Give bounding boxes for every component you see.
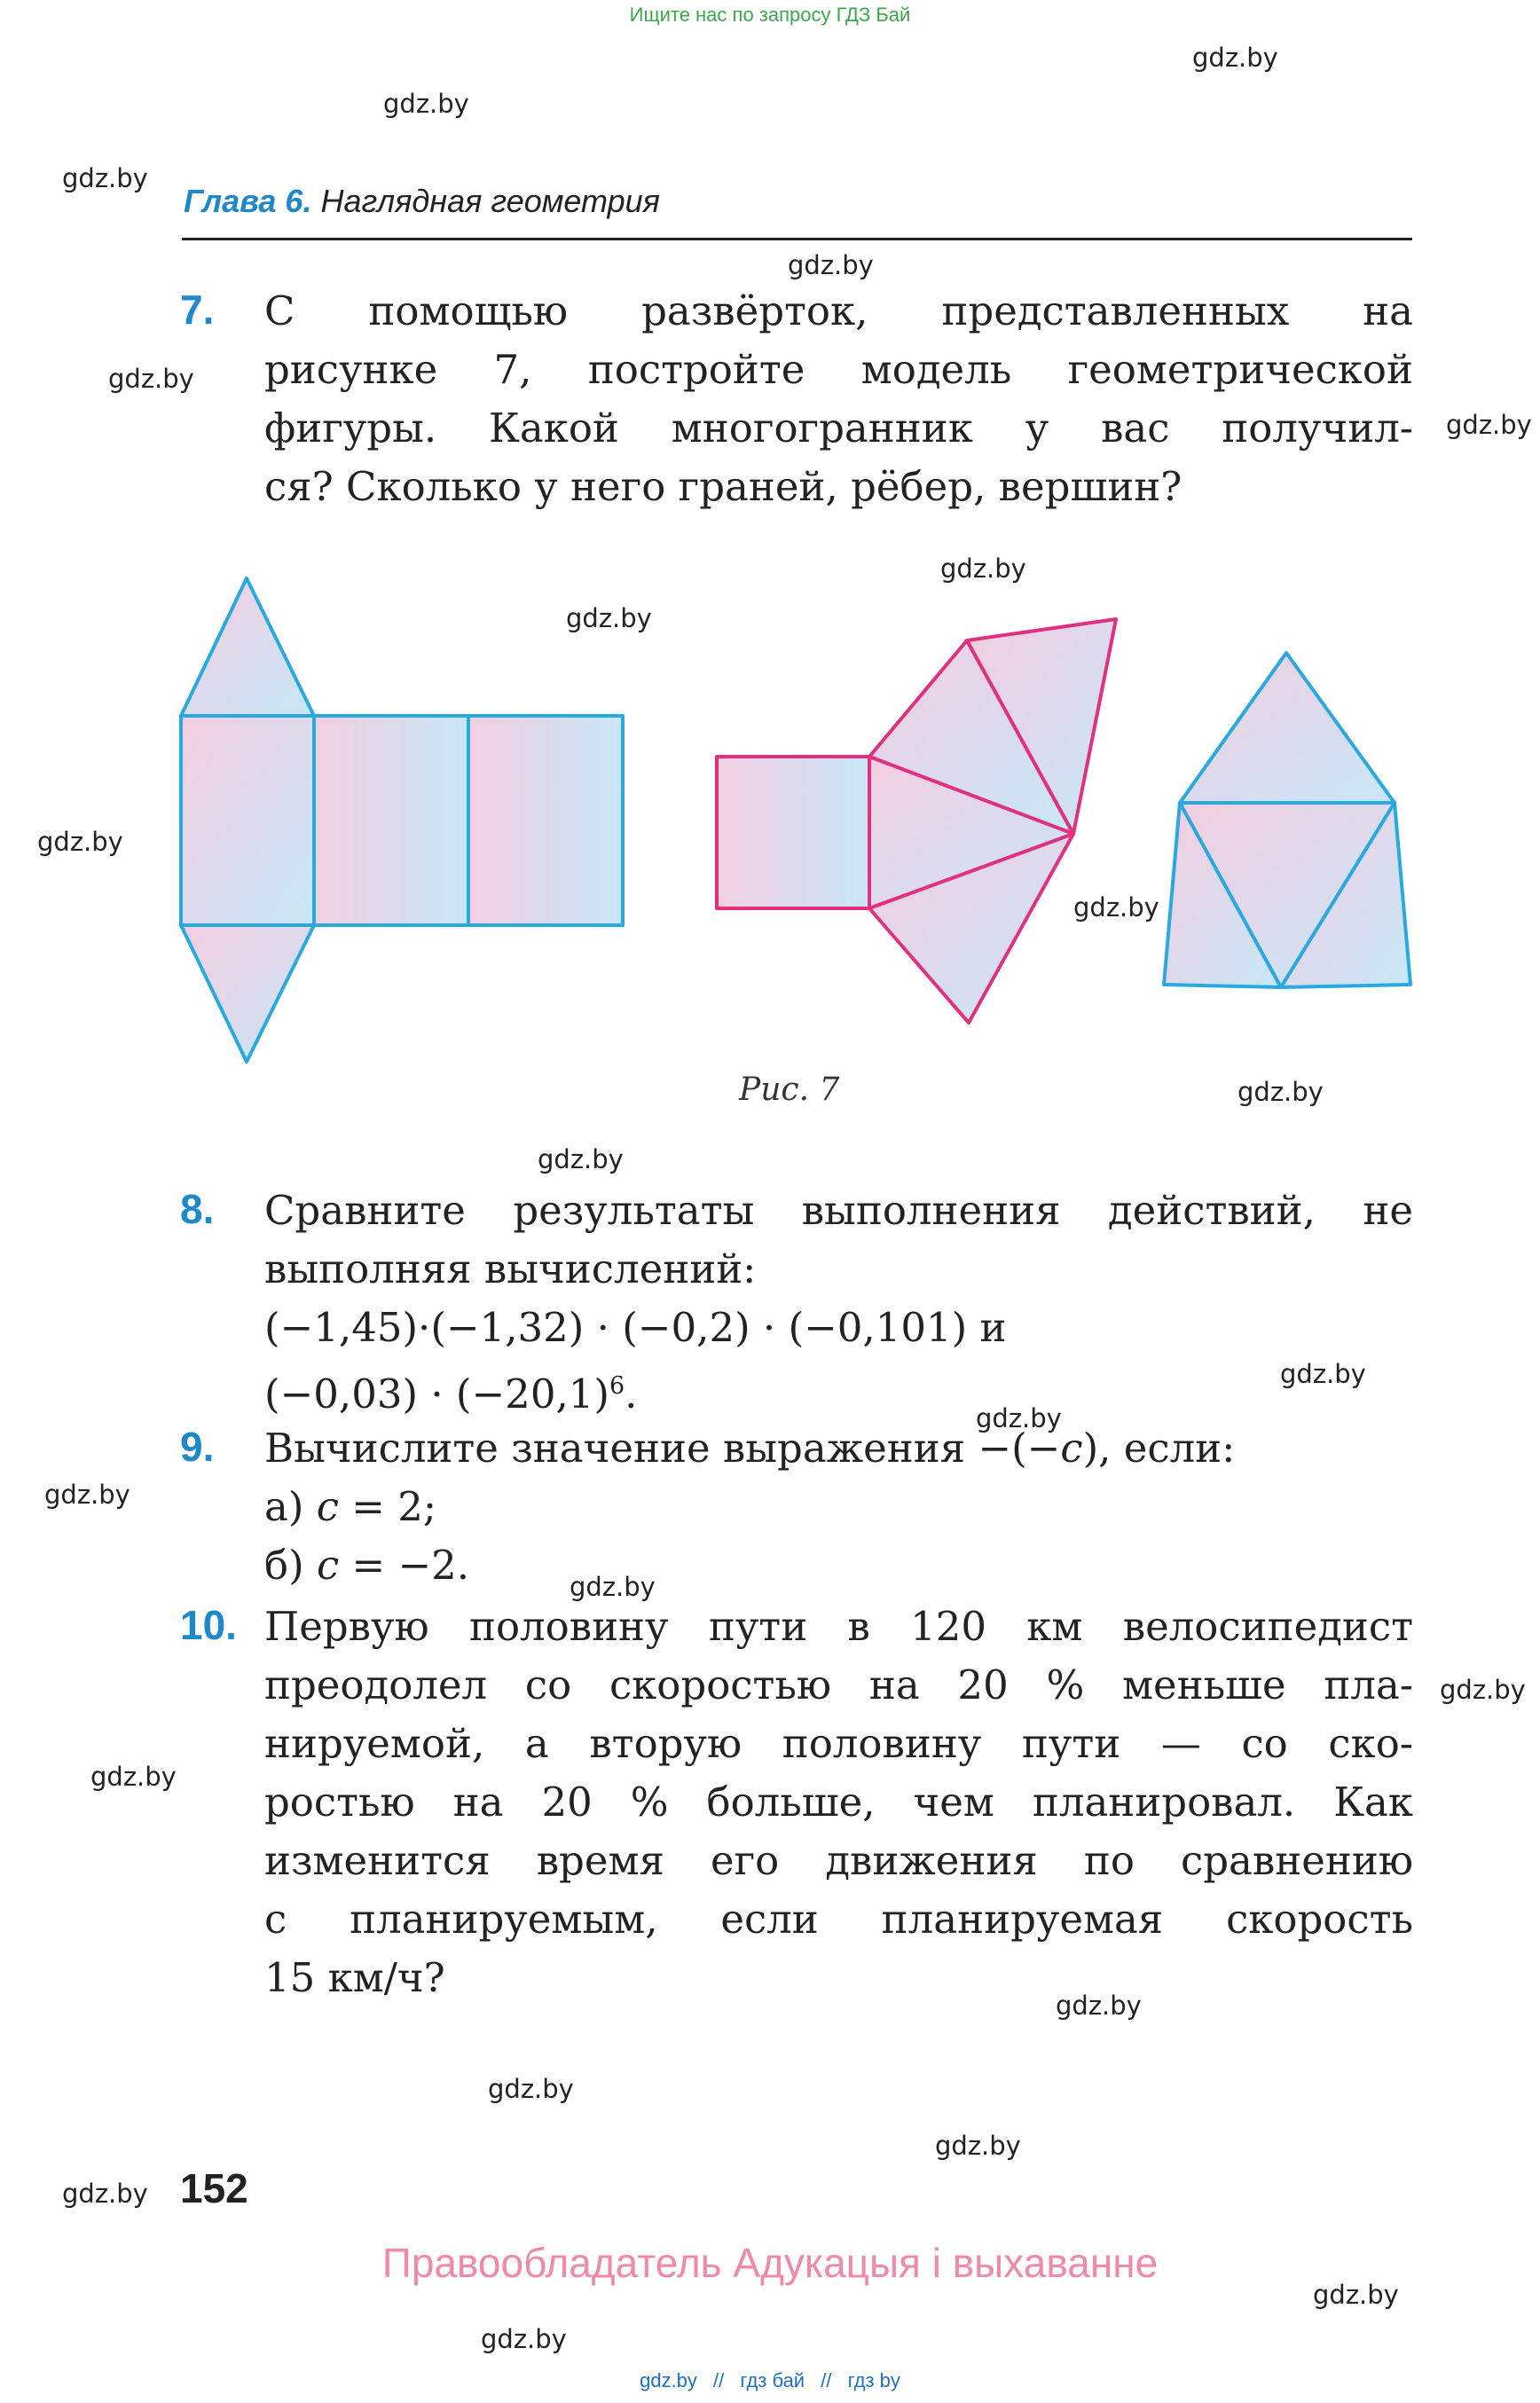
- watermark: gdz.by: [976, 1403, 1062, 1433]
- watermark: gdz.by: [90, 1762, 177, 1792]
- prism-net: [181, 578, 623, 1062]
- watermark: gdz.by: [108, 364, 194, 394]
- problem-7-line: рисунке 7, постройте модель геометрической: [264, 346, 1413, 393]
- watermark: gdz.by: [1313, 2280, 1399, 2310]
- item-a-value: = 2;: [338, 1483, 437, 1530]
- watermark: gdz.by: [538, 1144, 624, 1174]
- solid-net: [1164, 653, 1410, 987]
- variable-c: c: [316, 1483, 339, 1530]
- watermark: gdz.by: [570, 1572, 656, 1602]
- problem-7-line: фигуры. Какой многогранник у вас получил-: [264, 404, 1413, 452]
- watermark: gdz.by: [37, 827, 123, 857]
- watermark: gdz.by: [1192, 43, 1278, 73]
- watermark: gdz.by: [566, 603, 652, 633]
- prism-face-1: [181, 716, 314, 925]
- watermark: gdz.by: [1073, 892, 1159, 923]
- watermark: gdz.by: [1056, 1991, 1142, 2021]
- watermark: gdz.by: [1238, 1077, 1324, 1107]
- chapter-label: Глава 6.: [184, 183, 312, 219]
- footer-separator: //: [713, 2369, 725, 2391]
- footer-separator: //: [821, 2369, 832, 2391]
- footer-links: [0, 2369, 1540, 2392]
- problem-10-text: [264, 1598, 1413, 2007]
- footer-link[interactable]: gdz.by: [640, 2369, 697, 2391]
- rights-holder: Правообладатель Адукацыя і выхаванне: [381, 2240, 1159, 2286]
- problem-7-number: 7.: [180, 287, 215, 333]
- prism-bottom-triangle: [181, 925, 314, 1062]
- watermark: gdz.by: [1280, 1359, 1366, 1389]
- problem-10-line: с планируемым, если планируемая скорость: [264, 1896, 1413, 1943]
- watermark: gdz.by: [62, 163, 148, 193]
- problem-8-line: выполняя вычислений:: [264, 1245, 757, 1292]
- watermark: gdz.by: [1440, 1675, 1526, 1705]
- problem-9-item-b: [264, 1536, 1413, 1595]
- watermark: gdz.by: [488, 2074, 574, 2104]
- figure-7-caption: Рис. 7: [739, 1072, 840, 1108]
- header-divider: [182, 238, 1412, 240]
- problem-9-item-a: [264, 1478, 1413, 1536]
- watermark: gdz.by: [940, 554, 1026, 584]
- problem-9-text-start: Вычислите значение выражения −(−: [264, 1425, 1061, 1472]
- problem-10-line: Первую половину пути в 120 км велосипедист: [264, 1603, 1413, 1650]
- problem-10-line: нируемой, а вторую половину пути — со ско-: [264, 1720, 1413, 1767]
- problem-8-number: 8.: [180, 1186, 215, 1232]
- problem-10-line: преодолел со скоростью на 20 % меньше пла-: [264, 1661, 1413, 1708]
- problem-7-line: ся? Сколько у него граней, рёбер, вершин?: [264, 463, 1182, 510]
- problem-7-text: [264, 282, 1413, 516]
- watermark: gdz.by: [935, 2131, 1021, 2161]
- problem-10-line: 15 км/ч?: [264, 1954, 445, 2001]
- solid-top-triangle: [1180, 653, 1395, 803]
- problem-7-line: С помощью развёрток, представленных на: [264, 287, 1413, 334]
- prism-face-2: [314, 716, 468, 925]
- chapter-title: Наглядная геометрия: [320, 183, 660, 219]
- pyramid-base: [717, 757, 869, 908]
- item-a-prefix: а): [264, 1483, 317, 1530]
- problem-9-text-end: ), если:: [1082, 1425, 1236, 1472]
- top-search-note: Ищите нас по запросу ГДЗ Бай: [629, 4, 911, 26]
- problem-9-number: 9.: [180, 1424, 215, 1470]
- watermark: gdz.by: [481, 2324, 567, 2354]
- item-b-value: = −2.: [339, 1542, 470, 1589]
- problem-8-line: Сравните результаты выполнения действий, не: [264, 1187, 1413, 1234]
- watermark: gdz.by: [62, 2179, 148, 2209]
- variable-c: c: [316, 1542, 340, 1589]
- prism-top-triangle: [181, 578, 314, 716]
- figure-7-nets: [0, 532, 1540, 1082]
- watermark: gdz.by: [44, 1480, 130, 1510]
- pyramid-net: [717, 619, 1116, 1023]
- problem-10-line: ростью на 20 % больше, чем планировал. Как: [264, 1779, 1413, 1826]
- footer-link[interactable]: гдз бай: [740, 2369, 805, 2391]
- watermark: gdz.by: [1446, 410, 1532, 440]
- chapter-header: [184, 183, 660, 220]
- problem-8-expression: (−0,03) · (−20,1): [264, 1370, 609, 1417]
- page-number: 152: [180, 2165, 248, 2211]
- prism-face-3: [468, 716, 623, 925]
- problem-8-period: .: [625, 1370, 638, 1417]
- problem-8-text: [264, 1182, 1413, 1424]
- problem-8-last-line: [264, 1357, 1413, 1424]
- watermark: gdz.by: [788, 250, 874, 280]
- problem-10-line: изменится время его движения по сравнению: [264, 1837, 1413, 1884]
- problem-9-text: [264, 1419, 1413, 1595]
- item-b-prefix: б): [264, 1542, 317, 1589]
- problem-10-number: 10.: [180, 1602, 237, 1648]
- variable-c: c: [1060, 1425, 1083, 1472]
- problem-8-line: (−1,45)·(−1,32) · (−0,2) · (−0,101) и: [264, 1304, 1007, 1351]
- footer-link[interactable]: гдз by: [847, 2369, 900, 2391]
- watermark: gdz.by: [383, 89, 469, 119]
- problem-9-line: [264, 1419, 1413, 1478]
- problem-8-exponent: 6: [609, 1372, 625, 1400]
